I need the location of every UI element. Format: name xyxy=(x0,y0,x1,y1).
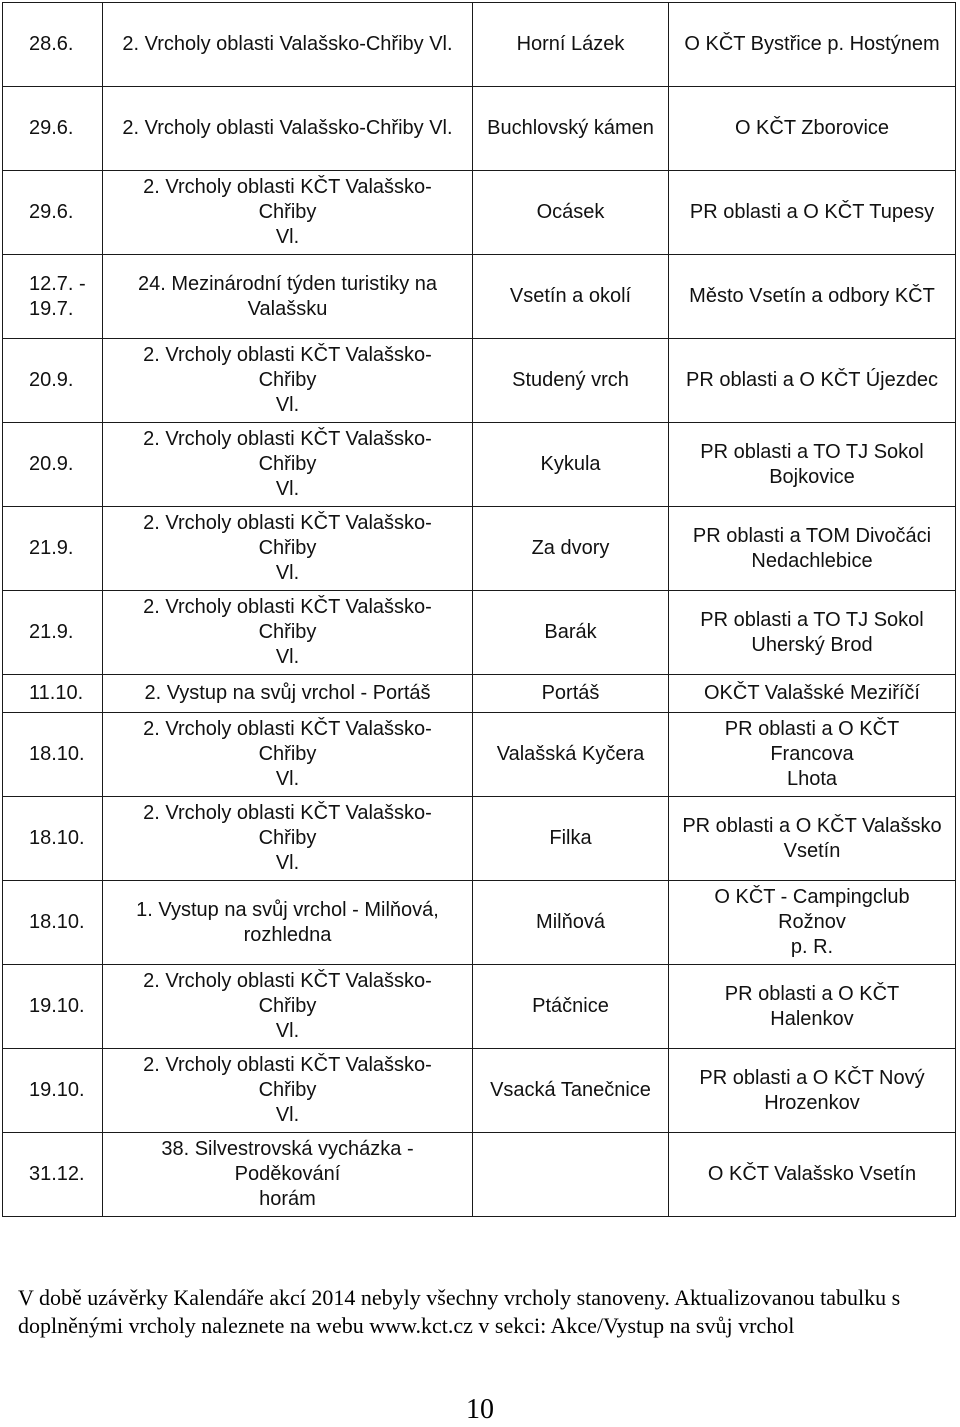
event-place xyxy=(473,1133,669,1217)
table-row xyxy=(3,1049,956,1133)
event-place: Horní Lázek xyxy=(473,3,669,87)
event-date: 21.9. xyxy=(3,507,103,591)
event-place: Ptáčnice xyxy=(473,965,669,1049)
event-name: 2. Vystup na svůj vrchol - Portáš xyxy=(103,675,473,713)
event-organizer: PR oblasti a O KČT Francova Lhota xyxy=(669,713,956,797)
event-organizer: O KČT Zborovice xyxy=(669,87,956,171)
event-date: 19.10. xyxy=(3,965,103,1049)
event-name: 2. Vrcholy oblasti KČT Valašsko-Chřiby Vl. xyxy=(103,339,473,423)
event-name: 2. Vrcholy oblasti KČT Valašsko-Chřiby Vl. xyxy=(103,423,473,507)
table-row xyxy=(3,965,956,1049)
event-name: 1. Vystup na svůj vrchol - Milňová, rozhledna xyxy=(103,881,473,965)
closing-note: V době uzávěrky Kalendáře akcí 2014 nebyly všechny vrcholy stanoveny. Aktualizovanou tabulku s doplněnými vrcholy naleznete na webu www.kct.cz v sekci: Akce/Vystup na svůj vrchol xyxy=(18,1285,901,1338)
event-organizer: O KČT - Campingclub Rožnov p. R. xyxy=(669,881,956,965)
event-name: 2. Vrcholy oblasti KČT Valašsko-Chřiby Vl. xyxy=(103,797,473,881)
event-organizer: O KČT Bystřice p. Hostýnem xyxy=(669,3,956,87)
table-row xyxy=(3,171,956,255)
event-place: Za dvory xyxy=(473,507,669,591)
event-date: 11.10. xyxy=(3,675,103,713)
event-name: 2. Vrcholy oblasti KČT Valašsko-Chřiby Vl. xyxy=(103,171,473,255)
event-date: 19.10. xyxy=(3,1049,103,1133)
event-place: Ocásek xyxy=(473,171,669,255)
event-date: 31.12. xyxy=(3,1133,103,1217)
table-row xyxy=(3,1133,956,1217)
events-table-body xyxy=(3,3,956,1217)
event-date: 18.10. xyxy=(3,797,103,881)
event-organizer: O KČT Valašsko Vsetín xyxy=(669,1133,956,1217)
table-row xyxy=(3,87,956,171)
event-organizer: Město Vsetín a odbory KČT xyxy=(669,255,956,339)
event-name: 2. Vrcholy oblasti Valašsko-Chřiby Vl. xyxy=(103,87,473,171)
event-date: 20.9. xyxy=(3,339,103,423)
event-place: Barák xyxy=(473,591,669,675)
event-date: 12.7. - 19.7. xyxy=(3,255,103,339)
table-row xyxy=(3,881,956,965)
event-place: Milňová xyxy=(473,881,669,965)
table-row xyxy=(3,507,956,591)
event-organizer: PR oblasti a O KČT Halenkov xyxy=(669,965,956,1049)
event-date: 20.9. xyxy=(3,423,103,507)
event-date: 18.10. xyxy=(3,881,103,965)
event-place: Vsetín a okolí xyxy=(473,255,669,339)
table-row xyxy=(3,3,956,87)
event-place: Vsacká Tanečnice xyxy=(473,1049,669,1133)
event-place: Buchlovský kámen xyxy=(473,87,669,171)
event-organizer: OKČT Valašské Meziříčí xyxy=(669,675,956,713)
event-date: 21.9. xyxy=(3,591,103,675)
table-row xyxy=(3,675,956,713)
table-row xyxy=(3,713,956,797)
event-organizer: PR oblasti a TOM Divočáci Nedachlebice xyxy=(669,507,956,591)
event-name: 2. Vrcholy oblasti KČT Valašsko-Chřiby Vl. xyxy=(103,965,473,1049)
event-date: 29.6. xyxy=(3,87,103,171)
event-organizer: PR oblasti a O KČT Tupesy xyxy=(669,171,956,255)
event-organizer: PR oblasti a O KČT Nový Hrozenkov xyxy=(669,1049,956,1133)
event-place: Studený vrch xyxy=(473,339,669,423)
event-place: Kykula xyxy=(473,423,669,507)
event-name: 2. Vrcholy oblasti Valašsko-Chřiby Vl. xyxy=(103,3,473,87)
event-name: 2. Vrcholy oblasti KČT Valašsko-Chřiby Vl. xyxy=(103,591,473,675)
table-row xyxy=(3,591,956,675)
event-organizer: PR oblasti a O KČT Újezdec xyxy=(669,339,956,423)
event-name: 24. Mezinárodní týden turistiky na Valašsku xyxy=(103,255,473,339)
table-row xyxy=(3,423,956,507)
event-place: Filka xyxy=(473,797,669,881)
event-name: 2. Vrcholy oblasti KČT Valašsko-Chřiby Vl. xyxy=(103,713,473,797)
event-organizer: PR oblasti a TO TJ Sokol Bojkovice xyxy=(669,423,956,507)
event-name: 38. Silvestrovská vycházka - Poděkování horám xyxy=(103,1133,473,1217)
table-row xyxy=(3,797,956,881)
table-row xyxy=(3,339,956,423)
event-name: 2. Vrcholy oblasti KČT Valašsko-Chřiby Vl. xyxy=(103,1049,473,1133)
event-date: 29.6. xyxy=(3,171,103,255)
page-number: 10 xyxy=(466,1394,494,1425)
events-table xyxy=(2,2,956,1217)
event-place: Valašská Kyčera xyxy=(473,713,669,797)
event-date: 28.6. xyxy=(3,3,103,87)
table-row xyxy=(3,255,956,339)
event-organizer: PR oblasti a TO TJ Sokol Uherský Brod xyxy=(669,591,956,675)
event-date: 18.10. xyxy=(3,713,103,797)
event-organizer: PR oblasti a O KČT Valašsko Vsetín xyxy=(669,797,956,881)
event-name: 2. Vrcholy oblasti KČT Valašsko-Chřiby Vl. xyxy=(103,507,473,591)
event-place: Portáš xyxy=(473,675,669,713)
